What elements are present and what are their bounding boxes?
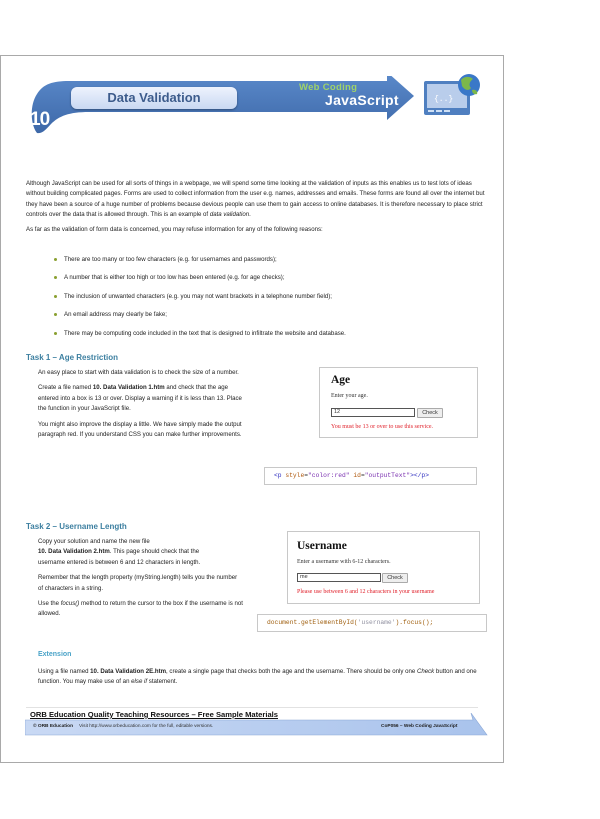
bullet-icon: [54, 313, 57, 316]
list-item: The inclusion of unwanted characters (e.g. you may not want brackets in a telephone number field);: [64, 292, 484, 310]
series-title: JavaScript: [325, 92, 399, 108]
footer-visit-link[interactable]: Visit http://www.orbeducation.com for the full, editable versions.: [79, 724, 214, 729]
username-heading: Username: [297, 540, 347, 552]
age-input[interactable]: 12: [331, 408, 415, 417]
task2-text: Copy your solution and name the new file 10. Data Validation 2.htm. This page should check that the username entered is between 6 and 12 characters in length. Remember that the length property (myString.length) tells you the number of characters in a string. Use the focus() method to return the cursor to the box if the username is not allowed.: [38, 538, 243, 618]
code-snippet-focus: document.getElementById('username').focus();: [257, 614, 487, 632]
username-error-message: Please use between 6 and 12 characters in your username: [297, 589, 435, 595]
monitor-globe-icon: [424, 73, 474, 115]
list-item: There are too many or too few characters (e.g. for usernames and passwords);: [64, 255, 484, 273]
intro-section: [26, 179, 486, 239]
lesson-banner: [29, 76, 469, 136]
bullet-icon: [54, 276, 57, 279]
age-form-preview: [319, 367, 478, 438]
task1-heading: Task 1 – Age Restriction: [26, 353, 119, 362]
extension-text: Using a file named 10. Data Validation 2E.htm, create a single page that checks both the age and the username. There should be only one Check button and one function. You may make use of an else if statement.: [38, 668, 477, 686]
lesson-number: 10: [30, 109, 50, 130]
age-heading: Age: [331, 374, 351, 386]
footer-copyright: © ORB Education: [33, 724, 74, 729]
intro-paragraph: Although JavaScript can be used for all sorts of things in a webpage, we will spend some time looking at the validation of inputs as this enables us to test lots of ideas without building complicated pages. Forms are used to collect information from the user e.g. names, addresses and emails. These forms are found all over the internet but they have been a source of a huge number of problems because devious people can use them to gain access to online databases. It is therefore necessary to place strict controls over the data that is allowed through. This is an example of data validation.: [26, 180, 485, 219]
footer-bar: [25, 720, 495, 736]
task1-text: An easy place to start with data validation is to check the size of a number. Create a file named 10. Data Validation 1.htm and check that the age entered into a box is 13 or over. Display a warning if it is less than 13. Place the function in your JavaScript file. You might also improve the display a little. We have simply made the output paragraph red. If you understand CSS you can make further improvements.: [38, 369, 242, 439]
series-subtitle: Web Coding: [299, 82, 358, 93]
reasons-lead: As far as the validation of form data is concerned, you may refuse information for any of the following reasons:: [26, 225, 323, 233]
bullet-icon: [54, 258, 57, 261]
list-item: There may be computing code included in the text that is designed to infiltrate the website and database.: [64, 329, 484, 347]
footer-course-code: CoP056 – Web Coding JavaScript: [381, 724, 458, 729]
username-form-preview: [287, 531, 480, 604]
footer-title: ORB Education Quality Teaching Resources – Free Sample Materials: [30, 710, 278, 719]
svg-text:{..}: {..}: [434, 95, 454, 104]
reasons-list: [64, 255, 484, 347]
lesson-title: Data Validation: [71, 87, 237, 109]
code-snippet-output-paragraph: <p style="color:red" id="outputText"></p>: [264, 467, 477, 485]
check-button[interactable]: Check: [417, 408, 443, 418]
age-label: Enter your age.: [331, 393, 368, 399]
username-label: Enter a username with 6-12 characters.: [297, 559, 391, 565]
footer-divider: [26, 707, 478, 708]
username-input[interactable]: me: [297, 573, 381, 582]
list-item: An email address may clearly be fake;: [64, 310, 484, 328]
document-page: [0, 55, 504, 763]
bullet-icon: [54, 332, 57, 335]
task2-heading: Task 2 – Username Length: [26, 522, 127, 531]
list-item: A number that is either too high or too low has been entered (e.g. for age checks);: [64, 273, 484, 291]
extension-heading: Extension: [38, 651, 72, 658]
check-button[interactable]: Check: [382, 573, 408, 583]
age-error-message: You must be 13 or over to use this service.: [331, 424, 434, 430]
bullet-icon: [54, 295, 57, 298]
